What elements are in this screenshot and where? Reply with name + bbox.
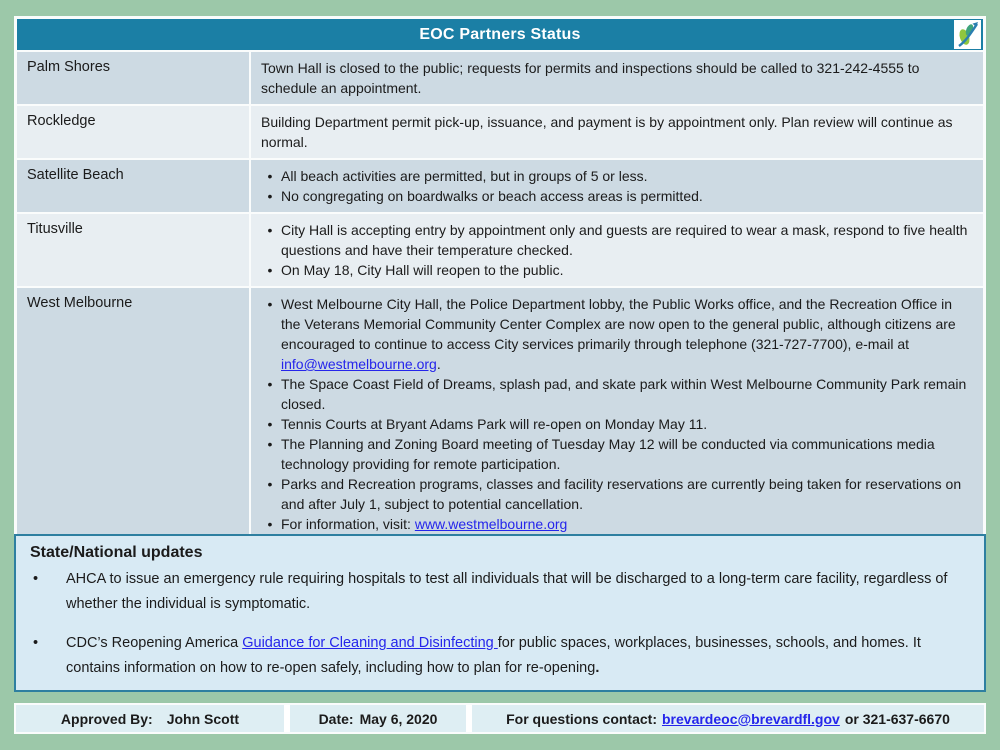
bullet-text	[281, 374, 971, 414]
partner-status	[251, 288, 983, 540]
bullet-text	[281, 260, 971, 280]
footer-bar	[14, 703, 986, 734]
bullet-text	[66, 567, 970, 617]
bullet-text	[281, 514, 971, 534]
partner-row	[17, 286, 983, 540]
bullet-item	[28, 631, 970, 681]
text-run: Parks and Recreation programs, classes and facility reservations are currently being taken for reservations on and after July 1, subject to potential cancellation.	[281, 476, 962, 512]
approved-by-value: John Scott	[166, 710, 240, 727]
text-run: Building Department permit pick-up, issuance, and payment is by appointment only. Plan review will continue as normal.	[261, 114, 953, 150]
text-run: Town Hall is closed to the public; requests for permits and inspections should be called to 321-242-4555 to schedule an appointment.	[261, 60, 920, 96]
footer-date-cell	[290, 705, 466, 732]
bullet-marker: •	[267, 376, 273, 392]
partner-city: Titusville	[17, 214, 251, 286]
text-run: West Melbourne City Hall, the Police Department lobby, the Public Works office, and the Recreation Office in the Veterans Memorial Community Center Complex are now open to the general public, although citizens are encouraged to continue to access City services primarily through telephone (321-727-7700), e-mail at	[281, 296, 956, 352]
date-value: May 6, 2020	[359, 710, 438, 727]
bullet-item	[259, 514, 971, 534]
text-run: No congregating on boardwalks or beach access areas is permitted.	[281, 188, 703, 204]
bullet-text	[281, 186, 971, 206]
bullet-item	[28, 567, 970, 617]
partner-row	[17, 104, 983, 158]
bullet-text	[66, 631, 970, 681]
status-text	[259, 112, 971, 152]
eoc-email-link[interactable]: brevardeoc@brevardfl.gov	[662, 710, 840, 727]
bullet-marker: •	[33, 571, 39, 587]
bullet-item	[259, 186, 971, 206]
bullet-text	[281, 166, 971, 186]
partner-city: West Melbourne	[17, 288, 251, 540]
text-run: .	[595, 660, 600, 676]
text-run: Tennis Courts at Bryant Adams Park will re-open on Monday May 11.	[281, 416, 708, 432]
partner-status	[251, 214, 983, 286]
footer-approved-cell	[16, 705, 284, 732]
text-run: On May 18, City Hall will reopen to the public.	[281, 262, 564, 278]
bullet-item	[259, 294, 971, 374]
text-run: City Hall is accepting entry by appointment only and guests are required to wear a mask, respond to five health questions and have their temperature checked.	[281, 222, 968, 258]
partner-status	[251, 106, 983, 158]
text-run: AHCA to issue an emergency rule requiring hospitals to test all individuals that will be discharged to a long-term care facility, regardless of whether the individual is symptomatic.	[66, 571, 948, 612]
bullet-marker: •	[267, 222, 273, 238]
bullet-item	[259, 374, 971, 414]
bullet-item	[259, 474, 971, 514]
table-header-bar	[17, 19, 983, 50]
cdc-guidance-link[interactable]: Guidance for Cleaning and Disinfecting	[242, 635, 498, 651]
text-run: CDC’s Reopening America	[66, 635, 243, 651]
bullet-item	[259, 434, 971, 474]
bullet-text	[281, 434, 971, 474]
partners-table	[14, 16, 986, 543]
text-run: .	[436, 356, 441, 372]
partner-status	[251, 160, 983, 212]
bullet-marker: •	[267, 436, 273, 452]
text-run: The Planning and Zoning Board meeting of Tuesday May 12 will be conducted via communications media technology providing for remote participation.	[281, 436, 935, 472]
partner-city: Rockledge	[17, 106, 251, 158]
westmelbourne-email-link[interactable]: info@westmelbourne.org	[281, 356, 437, 372]
bullet-marker: •	[267, 476, 273, 492]
approved-by-label: Approved By:	[60, 710, 153, 727]
page-title: EOC Partners Status	[419, 26, 581, 43]
bullet-text	[281, 294, 971, 374]
partner-city: Satellite Beach	[17, 160, 251, 212]
westmelbourne-website-link[interactable]: www.westmelbourne.org	[414, 516, 568, 532]
bullet-item	[259, 220, 971, 260]
bullet-item	[259, 166, 971, 186]
partner-row	[17, 50, 983, 104]
state-national-heading: State/National updates	[30, 544, 203, 561]
bullet-marker: •	[267, 516, 273, 532]
contact-suffix: or 321-637-6670	[844, 710, 950, 727]
bullet-text	[281, 220, 971, 260]
text-run: for public spaces, workplaces, businesses, schools, and homes. It contains information on how to re-open safely, including how to plan for re-opening	[66, 635, 921, 676]
partner-status	[251, 52, 983, 104]
partner-row	[17, 212, 983, 286]
brevard-county-logo-icon	[954, 20, 981, 49]
partner-city: Palm Shores	[17, 52, 251, 104]
bullet-item	[259, 414, 971, 434]
bullet-text	[281, 414, 971, 434]
bullet-item	[259, 260, 971, 280]
bullet-marker: •	[267, 168, 273, 184]
bullet-marker: •	[267, 416, 273, 432]
state-national-box	[14, 534, 986, 692]
bullet-marker: •	[33, 635, 39, 651]
state-bullets	[28, 567, 970, 681]
partners-rows	[17, 50, 983, 540]
text-run: All beach activities are permitted, but in groups of 5 or less.	[281, 168, 648, 184]
bullet-text	[281, 474, 971, 514]
text-run: For information, visit:	[281, 516, 415, 532]
date-label: Date:	[318, 710, 354, 727]
bullet-marker: •	[267, 262, 273, 278]
contact-prefix: For questions contact:	[506, 710, 657, 727]
text-run: The Space Coast Field of Dreams, splash pad, and skate park within West Melbourne Community Park remain closed.	[281, 376, 967, 412]
footer-contact-cell	[472, 705, 984, 732]
status-text	[259, 58, 971, 98]
bullet-marker: •	[267, 188, 273, 204]
partner-row	[17, 158, 983, 212]
bullet-marker: •	[267, 296, 273, 312]
